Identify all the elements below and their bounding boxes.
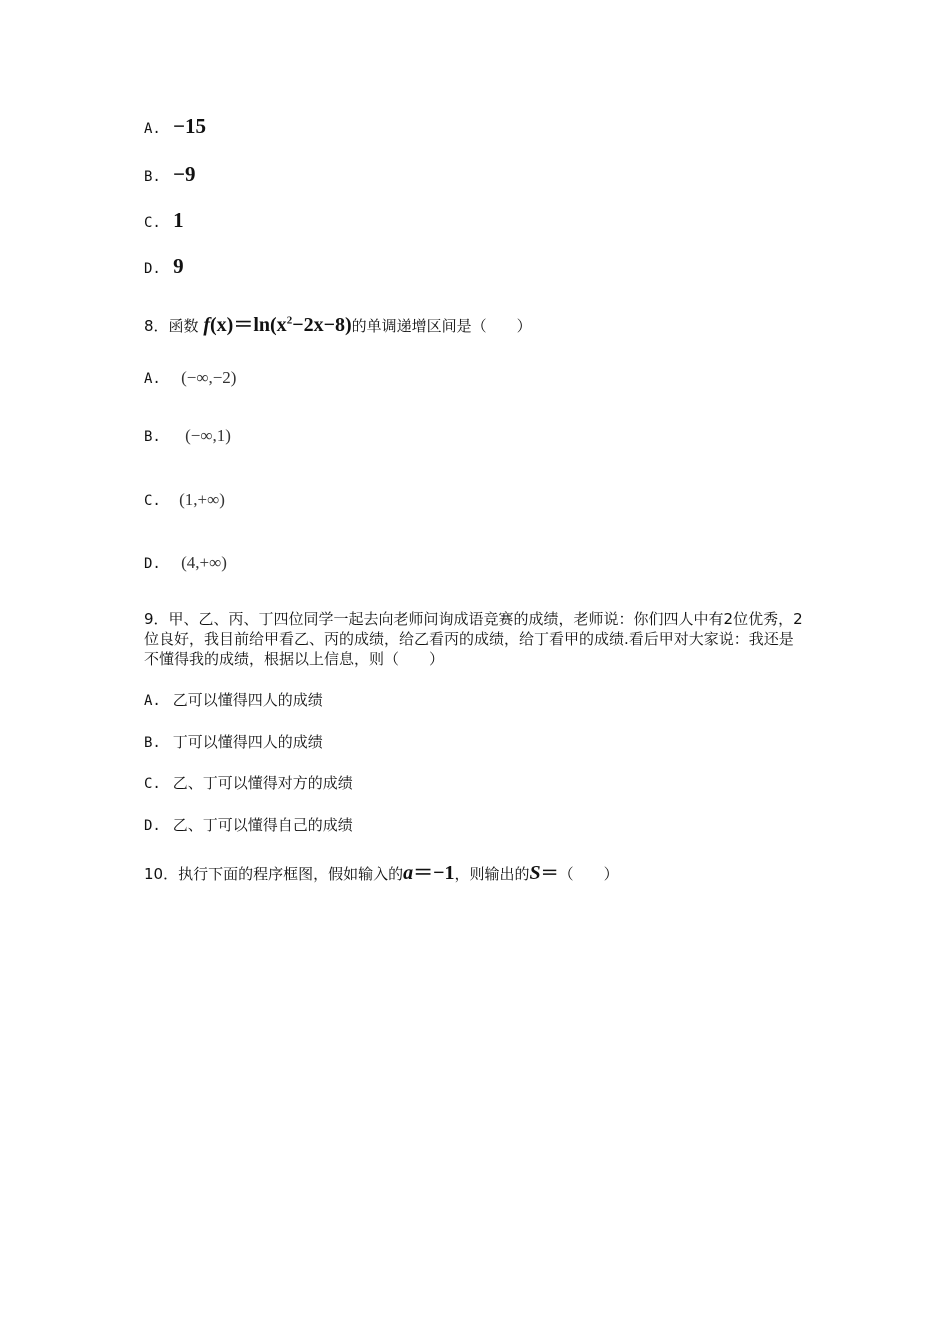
option-label: C.	[144, 493, 161, 509]
option-value: −15	[173, 114, 207, 138]
q7-option-d	[144, 254, 184, 279]
option-label: A.	[144, 371, 161, 387]
option-value: 9	[173, 254, 184, 278]
q10-stem	[144, 856, 619, 885]
option-value: 乙、丁可以懂得对方的成绩	[172, 774, 353, 792]
option-value: (1,+∞)	[179, 490, 225, 509]
q9-stem: 9．甲、乙、丙、丁四位同学一起去向老师问询成语竞赛的成绩，老师说：你们四人中有2位优秀，2位良好，我目前给甲看乙、丙的成绩，给乙看丙的成绩，给丁看甲的成绩.看后甲对大家说：我还是不懂得我的成绩，根据以上信息，则（ ）	[144, 610, 803, 668]
q10-var-s: S	[529, 862, 541, 884]
q8-option-c	[144, 490, 225, 510]
q8-formula-tail: −2x−8)	[292, 314, 352, 336]
q8-prefix: 函数	[168, 317, 199, 335]
q8-option-b	[144, 426, 231, 446]
option-label: A.	[144, 121, 161, 137]
option-label: B.	[144, 735, 161, 751]
option-value: 乙可以懂得四人的成绩	[172, 691, 323, 709]
q7-option-c	[144, 208, 184, 233]
question-number: 10．	[144, 865, 179, 883]
option-value: 乙、丁可以懂得自己的成绩	[172, 816, 353, 834]
q10-suffix: （ ）	[558, 865, 619, 883]
q8-stem	[144, 308, 532, 337]
q8-formula-exp: 2	[286, 314, 293, 327]
q8-formula-mid: (x)＝ln(x	[210, 314, 287, 336]
q10-eq-a: ＝−1	[413, 862, 455, 884]
option-label: D.	[144, 818, 161, 834]
q8-formula-f: f	[203, 314, 211, 336]
q7-option-a	[144, 114, 206, 139]
option-label: A.	[144, 693, 161, 709]
q8-suffix: 的单调递增区间是（ ）	[351, 317, 532, 335]
option-value: −9	[173, 162, 196, 186]
option-value: (−∞,−2)	[181, 368, 237, 387]
option-label: B.	[144, 429, 161, 445]
option-label: C.	[144, 215, 161, 231]
option-label: B.	[144, 169, 161, 185]
q10-middle: ，则输出的	[454, 865, 530, 883]
q8-formula	[203, 314, 351, 336]
q7-option-b	[144, 162, 196, 187]
q8-option-a	[144, 368, 236, 388]
q9-option-b	[144, 731, 323, 752]
option-value: (−∞,1)	[185, 426, 231, 445]
option-value: (4,+∞)	[181, 553, 227, 572]
q10-eq-s: ＝	[540, 863, 559, 883]
q10-prefix: 执行下面的程序框图，假如输入的	[178, 865, 404, 883]
question-number: 8．	[144, 317, 169, 335]
option-value: 1	[173, 208, 184, 232]
option-value: 丁可以懂得四人的成绩	[172, 733, 323, 751]
q9-option-d	[144, 814, 353, 835]
q9-option-c	[144, 772, 353, 793]
option-label: D.	[144, 261, 161, 277]
q9-option-a	[144, 689, 323, 710]
option-label: C.	[144, 776, 161, 792]
q8-option-d	[144, 553, 227, 573]
q10-var-a: a	[403, 862, 414, 884]
option-label: D.	[144, 556, 161, 572]
